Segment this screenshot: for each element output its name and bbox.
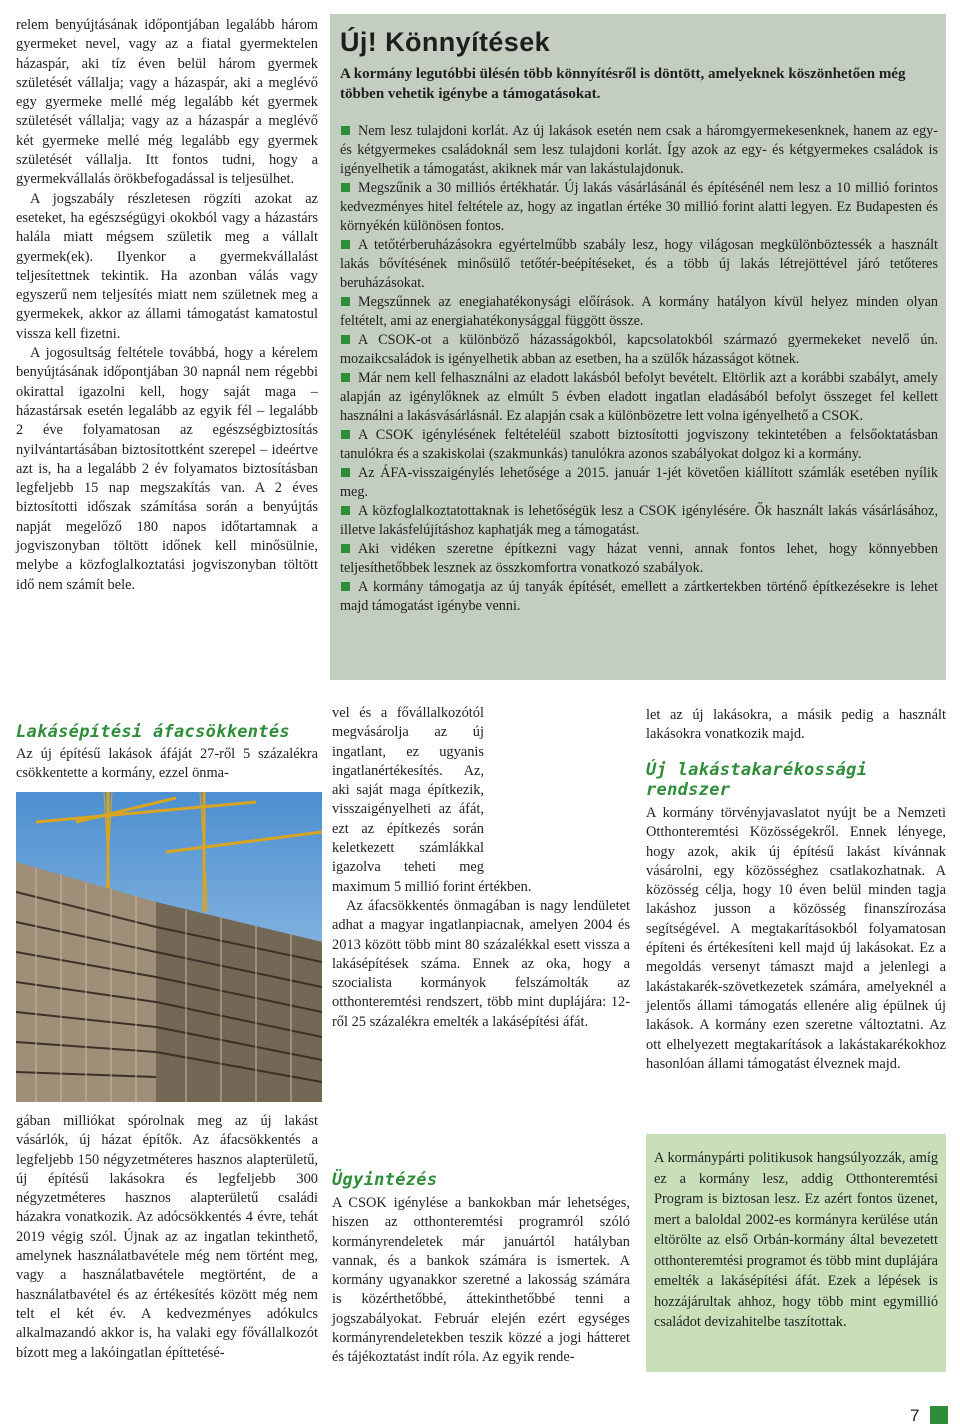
list-item: A kormány támogatja az új tanyák építését, emellett a zártkertekben történő építkezésekre is lehet majd támogatást igénybe venni. [340,579,938,614]
page-number: 7 [910,1406,920,1425]
section-heading-ugyintezes: Ügyintézés [332,1170,438,1190]
list-item: A közfoglalkoztatottaknak is lehetőségük lesz a CSOK igénylésére. Ők használt lakás vásárlásához, illetve lakásfelújításhoz kaphatják meg a támogatást. [340,503,938,538]
list-item: Megszűnik a 30 milliós értékhatár. Új lakás vásárlásánál és építésénél nem lesz a 10 millió forintos kedvezményes hitel feltétele az, hogy az ingatlan értéke 30 millió forint alatti legyen. Ez Budapesten és környékén különösen fontos. [340,180,938,234]
list-item: Megszűnnek az enegiahatékonysági előírások. A kormány hatályon kívül helyez minden olyan feltételt, ami az energiahatékonysággal függött össze. [340,294,938,329]
square-bullet-icon [341,240,350,249]
square-bullet-icon [341,582,350,591]
paragraph: A kormány törvényjavaslatot nyújt be a Nemzeti Otthonteremtési Közösségekről. Ennek lényege, hogy azok, akik új építésű lakást kívánnak vásárolni, egy közösséghez csatlakozhatnak. A közösség célja, hogy 10 éven belül minden tagja lakáshoz jusson a közösség finanszírozása segítségével. A megtakarításokból folyamatosan építeni és értékesíteni kell majd új lakásokat. Ez a megoldás versenyt támaszt majd a jelenlegi a lakástakarék-szövetkezetek számára, amelyeknél a jelentős állami támogatás ellenére alig épülnek új lakások. A kormány ezen szeretne változtatni. Az ott elhelyezett megtakarítások a lakástakarékokhoz hasonlóan állami támogatást élveznek majd. [646,805,946,1072]
middle-column-ugyintezes [332,1194,630,1368]
paragraph: gában milliókat spórolnak meg az új lakást vásárlók, új házat építők. Az áfacsökkentés a legfeljebb 150 négyzetméteres hasznos alapterületű, új építésű lakásokra és legfeljebb 300 négyzetméteres hasznos alapterületű családi házakra vonatkozik. Az adócsökkentés 4 évre, tehát 2019 végig szól. Újnak az az ingatlan tekinthető, amelynek használatbavétele még nem történt meg, vagy a használatbavétele megtörtént, de a használatbavétel és az értékesítés között még nem telt el két év. A kedvezményes adókulcs alkalmazandó akkor is, ha valaki egy fővállalkozót bízott meg a lakóingatlan építtetésé- [16,1113,318,1361]
paragraph: Az új építésű lakások áfáját 27-ről 5 százalékra csökkentette a kormány, ezzel önma- [16,746,318,782]
square-bullet-icon [341,297,350,306]
paragraph: A CSOK igénylése a bankokban már lehetséges, hiszen az otthonteremtési programról szóló kormányrendeletek már januártól hatályban vannak, és a bankok számára is ismertek. A kormány ugyanakkor szeretné a lakosság számára is közérthetőbbé, áttekinthetőbbé tenni a jogszabályokat. Február elején ezért egységes kormányrendeletekben teszik közzé a jogi hátteret és tájékoztatást indít róla. Az egyik rende- [332,1195,630,1366]
square-bullet-icon [341,373,350,382]
middle-column [332,704,630,1032]
list-item: Már nem kell felhasználni az eladott lakásból befolyt bevételt. Eltörlik azt a korábbi szabályt, amely alapján az igénylőknek az elmúlt 5 évben eladott ingatlan eladásából befolyt összeget fel kellett használni a lakásvásárlásnál. Ez alapján csak a különbözetre lett volna igényelhető a CSOK. [340,370,938,424]
construction-photo [16,792,322,1102]
square-bullet-icon [341,468,350,477]
quote-box [646,1134,946,1372]
box-list [340,122,938,616]
square-bullet-icon [341,126,350,135]
paragraph: relem benyújtásának időpontjában legalább három gyermeket nevel, vagy az a fiatal gyermektelen házaspár, aki tíz éven belül három gyermek születését vállalja; vagy a házaspár, aki a meglévő egy gyermeke mellé még legalább két gyermek születését vállalja; vagy az a házaspár a meglévő két gyermeke mellé még legalább egy gyermek születését vállalja. Itt fontos tudni, hogy a gyermekvállalás örökbefogadással is teljesülhet. [16,17,318,188]
list-item: Aki vidéken szeretne építkezni vagy házat venni, annak fontos lehet, hogy könnyebben teljesíthetőbbek lesznek az összkomfortra vonatkozó szabályok. [340,541,938,576]
square-bullet-icon [341,430,350,439]
left-column-intro [16,745,318,784]
paragraph: A jogosultság feltétele továbbá, hogy a kérelem benyújtásának időpontjában 30 napnál nem régebbi okirattal igazolni kell, hogy saját maga – házastársak esetén legalább az egyik fél – legalább 2 éve folyamatosan az egészségbiztosítás nyilvántartásában biztosítottként szerepel – ideértve azt is, ha a legalább 2 év folyamatos biztosításban legfeljebb 15 nap megszakítás van. A 2 éves biztosítotti időszak számítása során a benyújtás napját megelőző 180 napos időtartamnak a jogviszonyban töltött időnek kell minősülnie, melybe a közfoglalkoztatási jogviszonyban töltött idő nem számít bele. [16,345,318,593]
box-lead: A kormány legutóbbi ülésén több könnyítésről is döntött, amelyeknek köszönhetően még többen vehetik igénybe a támogatásokat. [340,66,906,102]
section-heading-afacsokkentes: Lakásépítési áfacsökkentés [16,722,290,742]
news-box [330,14,946,680]
section-heading-lakastakarek: Új lakástakarékossági rendszer [646,760,868,800]
square-bullet-icon [341,335,350,344]
green-square-icon [930,1406,948,1424]
photo-wrap-space [484,780,630,876]
square-bullet-icon [341,544,350,553]
list-item: Az ÁFA-visszaigénylés lehetősége a 2015. január 1-jét követően kiállított számlák esetében nyílik meg. [340,465,938,500]
list-item: A CSOK igénylésének feltételéül szabott biztosítotti jogviszony tekintetében a felsőoktatásban tanulókra és a szakiskolai (szakmunkás) tanulókra azonos szabályokat dolgoz ki a kormány. [340,427,938,462]
list-item: Nem lesz tulajdoni korlát. Az új lakások esetén nem csak a háromgyermekesenknek, hanem az egy- és kétgyermekes családoknál sem lesz tulajdoni korlát. Így azok az egy- és kétgyermekes családok is igényelhetik a támogatást, akiknek már van lakástulajdonuk. [340,123,938,177]
square-bullet-icon [341,506,350,515]
paragraph: Az áfacsökkentés önmagában is nagy lendületet adhat a magyar ingatlanpiacnak, amelyen 2004 és 2013 között több mint 80 százalékkal esett vissza a lakásépítések száma. Ennek az oka, hogy a szocialista kormányok felszámolták az otthonteremtési rendszert, több mint duplájára: 12-ről 25 százalékra emelték a lakásépítési áfát. [332,897,630,1030]
left-column [16,16,318,595]
box-title: Új! Könnyítések [340,27,551,57]
left-column-continued [16,1112,318,1363]
right-column [646,706,946,745]
right-column-body [646,804,946,1074]
quote-text: A kormánypárti politikusok hangsúlyozzák, amíg ez a kormány lesz, addig Otthonteremtési Program is biztosan lesz. Ez azért fontos üzenet, mert a baloldal 2002-es kormányra kerülése után eltörölte az első Orbán-kormány által bevezetett otthonteremtési programot és több mint duplájára emelték a lakásépítési áfát. Ezek a lépések is hozzájárultak ahhoz, hogy több mint egymillió családot devizahitelbe taszítottak. [654,1150,938,1330]
square-bullet-icon [341,183,350,192]
list-item: A CSOK-ot a különböző házasságokból, kapcsolatokból származó gyermekeket nevelő ún. mozaikcsaládok is igényelhetik abban az esetben, ha a szülők házasságot kötnek. [340,332,938,367]
paragraph: A jogszabály részletesen rögzíti azokat az eseteket, ha egészségügyi okokból vagy a házastárs halála miatt mégsem születik meg a vállalt gyermek(ek). Ilyenkor a gyermekvállalást teljesítettnek tekintik. Ha azonban válás vagy egyszerű nem teljesítés miatt nem születnek meg a gyermekek, akkor az állami támogatást kamatostul vissza kell fizetni. [16,190,318,342]
paragraph: let az új lakásokra, a másik pedig a használt lakásokra vonatkozik majd. [646,707,946,743]
paragraph: vel és a fővállalkozótól megvásárolja az új ingatlant, ez ugyanis ingatlanértékesítés. Az, aki saját maga építkezik, visszaigényelheti az áfát, ezt az építkezés során keletkezett számlákkal igazolva teheti meg maximum 5 millió forint értékben. [332,704,630,897]
list-item: A tetőtérberuházásokra egyértelműbb szabály lesz, hogy világosan megkülönböztessék a használt lakás bővítésének minősülő tetőtér-beépítéseket, és a több új lakás létrejöttével járó tetőteres beruházásokat. [340,237,938,291]
